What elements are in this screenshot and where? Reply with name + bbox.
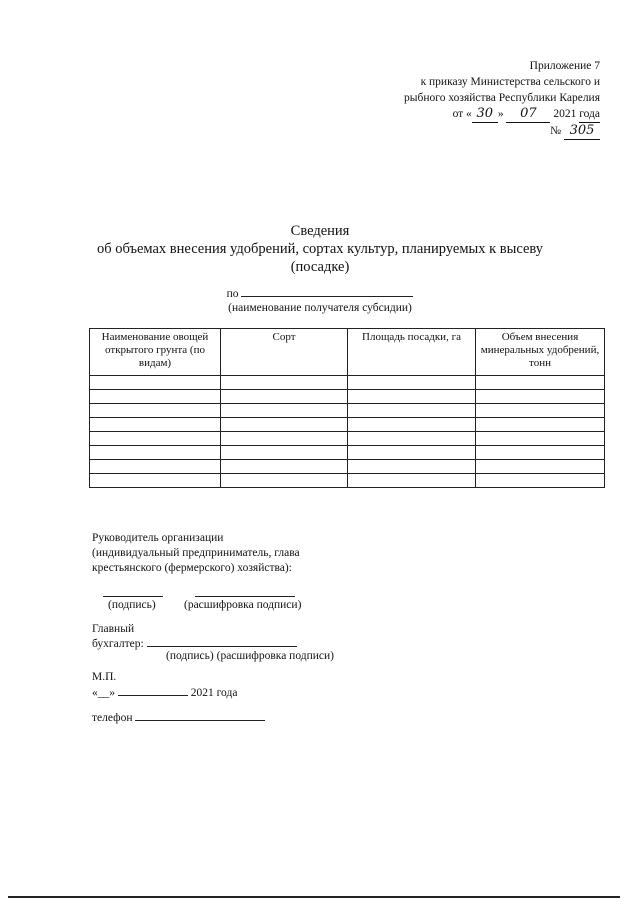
table-cell[interactable] bbox=[348, 390, 476, 404]
table-cell[interactable] bbox=[221, 404, 348, 418]
date-close-quote: » bbox=[497, 108, 504, 120]
table-cell[interactable] bbox=[348, 432, 476, 446]
page-bottom-rule bbox=[8, 896, 620, 898]
phone-line bbox=[92, 711, 265, 726]
table-cell[interactable] bbox=[221, 390, 348, 404]
appendix-number-line bbox=[404, 123, 600, 140]
phone-label: телефон bbox=[92, 712, 133, 724]
table-header-row bbox=[90, 329, 605, 376]
head-subtitle-1: (индивидуальный предприниматель, глава bbox=[92, 547, 300, 559]
table-cell[interactable] bbox=[221, 376, 348, 390]
head-signature-block bbox=[92, 531, 300, 576]
date-month: 07 bbox=[506, 106, 550, 123]
stamp-label: М.П. bbox=[92, 671, 117, 683]
table-cell[interactable] bbox=[476, 390, 605, 404]
header-fertilizer: Объем внесения минеральных удобрений, тонн bbox=[476, 329, 605, 376]
title-line-3: (посадке) bbox=[290, 259, 350, 275]
appendix-date-line bbox=[404, 106, 600, 123]
head-signature-line bbox=[103, 596, 163, 597]
header-area: Площадь посадки, га bbox=[348, 329, 476, 376]
chief-label: бухгалтер: bbox=[92, 638, 144, 650]
table-cell[interactable] bbox=[90, 390, 221, 404]
head-title: Руководитель организации bbox=[92, 532, 224, 544]
sign-date-month-field bbox=[118, 695, 188, 696]
sign-date-year: 2021 года bbox=[190, 687, 238, 699]
head-signature-caption: (подпись) bbox=[108, 599, 156, 611]
head-decode-line bbox=[195, 596, 295, 597]
table-cell[interactable] bbox=[476, 418, 605, 432]
table-cell[interactable] bbox=[90, 460, 221, 474]
table-row bbox=[90, 418, 605, 432]
table-cell[interactable] bbox=[90, 446, 221, 460]
phone-field bbox=[135, 720, 265, 721]
table-cell[interactable] bbox=[476, 460, 605, 474]
table-cell[interactable] bbox=[90, 404, 221, 418]
chief-accountant-block bbox=[92, 622, 297, 652]
fertilizer-table bbox=[89, 328, 605, 488]
table-row bbox=[90, 446, 605, 460]
table-row bbox=[90, 460, 605, 474]
table-cell[interactable] bbox=[221, 446, 348, 460]
chief-signature-field bbox=[147, 646, 297, 647]
table-cell[interactable] bbox=[90, 474, 221, 488]
table-cell[interactable] bbox=[476, 376, 605, 390]
table-cell[interactable] bbox=[221, 418, 348, 432]
table-cell[interactable] bbox=[221, 432, 348, 446]
table-cell[interactable] bbox=[90, 376, 221, 390]
recipient-caption: (наименование получателя субсидии) bbox=[228, 302, 412, 314]
table-cell[interactable] bbox=[90, 418, 221, 432]
table-cell[interactable] bbox=[348, 376, 476, 390]
table-cell[interactable] bbox=[476, 446, 605, 460]
title-line-1: Сведения bbox=[290, 223, 350, 239]
sign-date-line bbox=[92, 686, 237, 701]
table-row bbox=[90, 474, 605, 488]
table-cell[interactable] bbox=[476, 432, 605, 446]
table-cell[interactable] bbox=[221, 460, 348, 474]
recipient-line bbox=[0, 287, 640, 301]
date-day: 30 bbox=[472, 106, 498, 123]
number-value: 305 bbox=[564, 123, 600, 140]
header-vegetable: Наименование овощей открытого грунта (по видам) bbox=[90, 329, 221, 376]
table-cell[interactable] bbox=[348, 460, 476, 474]
table-cell[interactable] bbox=[348, 404, 476, 418]
document-title bbox=[0, 222, 640, 276]
chief-caption: (подпись) (расшифровка подписи) bbox=[166, 650, 335, 662]
title-line-2: об объемах внесения удобрений, сортах культур, планируемых к высеву bbox=[96, 241, 544, 257]
recipient-block bbox=[0, 287, 640, 315]
table-row bbox=[90, 376, 605, 390]
head-subtitle-2: крестьянского (фермерского) хозяйства): bbox=[92, 562, 292, 574]
table-cell[interactable] bbox=[221, 474, 348, 488]
date-year: 2021 bbox=[553, 108, 577, 120]
table-cell[interactable] bbox=[476, 404, 605, 418]
recipient-field bbox=[241, 296, 413, 297]
table-cell[interactable] bbox=[348, 418, 476, 432]
sign-date-day: «__» bbox=[92, 687, 115, 699]
table-cell[interactable] bbox=[348, 474, 476, 488]
appendix-title: Приложение 7 bbox=[529, 60, 600, 72]
table-cell[interactable] bbox=[476, 474, 605, 488]
appendix-order-line: к приказу Министерства сельского и bbox=[420, 76, 600, 88]
table-row bbox=[90, 390, 605, 404]
number-label: № bbox=[550, 125, 562, 137]
table-row bbox=[90, 404, 605, 418]
appendix-ministry-line: рыбного хозяйства Республики Карелия bbox=[404, 92, 600, 104]
head-decode-caption: (расшифровка подписи) bbox=[184, 599, 302, 611]
table-cell[interactable] bbox=[90, 432, 221, 446]
date-from-label: от « bbox=[452, 108, 472, 120]
date-year-suffix: года bbox=[579, 106, 600, 123]
recipient-prefix: по bbox=[226, 288, 239, 300]
table-row bbox=[90, 432, 605, 446]
table-cell[interactable] bbox=[348, 446, 476, 460]
chief-title: Главный bbox=[92, 623, 135, 635]
header-variety: Сорт bbox=[221, 329, 348, 376]
appendix-header bbox=[404, 58, 600, 140]
